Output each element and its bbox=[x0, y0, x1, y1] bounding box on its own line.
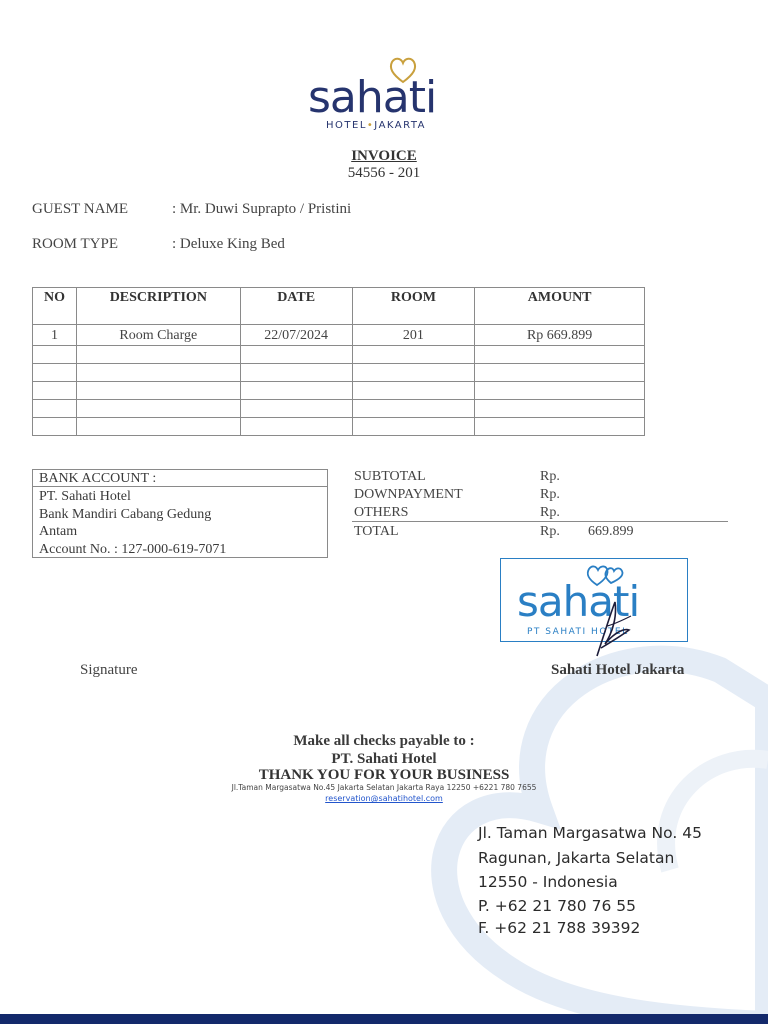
cell-date bbox=[240, 400, 352, 418]
cell-room bbox=[352, 364, 475, 382]
downpayment-currency: Rp. bbox=[540, 487, 560, 502]
address-line-1: Jl. Taman Margasatwa No. 45 bbox=[478, 824, 702, 842]
cell-room bbox=[352, 346, 475, 364]
guest-name-label: GUEST NAME bbox=[32, 201, 128, 217]
logo-wordmark: sahati bbox=[308, 72, 437, 123]
subtotal-currency: Rp. bbox=[540, 469, 560, 484]
hotel-logo bbox=[300, 52, 470, 132]
signature-label: Signature bbox=[80, 662, 138, 678]
cell-amount bbox=[475, 346, 645, 364]
stamp-subtitle: PT SAHATI HOTEL bbox=[527, 627, 629, 637]
stamp-wordmark: sahati bbox=[517, 577, 640, 626]
bank-line: Bank Mandiri Cabang Gedung bbox=[39, 506, 212, 522]
cell-amount bbox=[475, 382, 645, 400]
table-row bbox=[33, 325, 645, 346]
cell-room bbox=[352, 382, 475, 400]
downpayment-label: DOWNPAYMENT bbox=[354, 487, 463, 502]
thank-you-text: THANK YOU FOR YOUR BUSINESS bbox=[258, 767, 510, 783]
totals-divider bbox=[352, 521, 728, 522]
bank-account-box bbox=[32, 469, 328, 558]
room-type-value: : Deluxe King Bed bbox=[172, 236, 285, 252]
cell-date bbox=[240, 346, 352, 364]
header-amount: AMOUNT bbox=[475, 288, 645, 325]
total-currency: Rp. bbox=[540, 524, 560, 539]
table-header-row bbox=[33, 288, 645, 325]
cell-room: 201 bbox=[352, 325, 475, 346]
bottom-brand-bar bbox=[0, 1014, 768, 1024]
bank-line: Account No. : 127-000-619-7071 bbox=[39, 541, 227, 557]
email-link[interactable]: reservation@sahatihotel.com bbox=[325, 794, 443, 803]
cell-date bbox=[240, 418, 352, 436]
cell-amount bbox=[475, 400, 645, 418]
phone-number: P. +62 21 780 76 55 bbox=[478, 897, 636, 915]
total-value: 669.899 bbox=[588, 524, 634, 539]
cell-amount: Rp 669.899 bbox=[475, 325, 645, 346]
others-label: OTHERS bbox=[354, 505, 409, 520]
cell-no: 1 bbox=[33, 325, 77, 346]
cell-amount bbox=[475, 364, 645, 382]
logo-subtitle: HOTEL•JAKARTA bbox=[326, 120, 427, 131]
payee-company: PT. Sahati Hotel bbox=[331, 751, 437, 767]
fax-number: F. +62 21 788 39392 bbox=[478, 919, 641, 937]
table-row bbox=[33, 400, 645, 418]
cell-description bbox=[76, 346, 240, 364]
header-room: ROOM bbox=[352, 288, 475, 325]
cell-no bbox=[33, 346, 77, 364]
others-currency: Rp. bbox=[540, 505, 560, 520]
cell-date bbox=[240, 382, 352, 400]
guest-name-value: : Mr. Duwi Suprapto / Pristini bbox=[172, 201, 352, 217]
bank-line: Antam bbox=[39, 524, 78, 539]
signature-scribble-icon bbox=[585, 598, 635, 658]
cell-date bbox=[240, 364, 352, 382]
cell-amount bbox=[475, 418, 645, 436]
cell-no bbox=[33, 400, 77, 418]
subtotal-label: SUBTOTAL bbox=[354, 469, 426, 484]
header-description: DESCRIPTION bbox=[76, 288, 240, 325]
header-date: DATE bbox=[240, 288, 352, 325]
checks-payable-text: Make all checks payable to : bbox=[293, 733, 475, 749]
cell-date: 22/07/2024 bbox=[240, 325, 352, 346]
bank-account-title: BANK ACCOUNT : bbox=[33, 470, 327, 487]
total-label: TOTAL bbox=[354, 524, 399, 539]
cell-no bbox=[33, 418, 77, 436]
room-type-label: ROOM TYPE bbox=[32, 236, 118, 252]
table-row bbox=[33, 382, 645, 400]
cell-no bbox=[33, 382, 77, 400]
table-row bbox=[33, 364, 645, 382]
bank-line: PT. Sahati Hotel bbox=[39, 489, 131, 504]
items-table bbox=[32, 287, 645, 436]
table-row bbox=[33, 346, 645, 364]
cell-description bbox=[76, 382, 240, 400]
cell-description bbox=[76, 364, 240, 382]
cell-description bbox=[76, 418, 240, 436]
cell-no bbox=[33, 364, 77, 382]
address-line-2: Ragunan, Jakarta Selatan bbox=[478, 849, 675, 867]
signatory-hotel-name: Sahati Hotel Jakarta bbox=[551, 662, 685, 678]
header-no: NO bbox=[33, 288, 77, 325]
cell-description: Room Charge bbox=[76, 325, 240, 346]
table-row bbox=[33, 418, 645, 436]
cell-description bbox=[76, 400, 240, 418]
address-line-3: 12550 - Indonesia bbox=[478, 873, 618, 891]
cell-room bbox=[352, 400, 475, 418]
footer-address: Jl.Taman Margasatwa No.45 Jakarta Selatan Jakarta Raya 12250 +6221 780 7655 bbox=[231, 783, 537, 792]
cell-room bbox=[352, 418, 475, 436]
invoice-number: 54556 - 201 bbox=[347, 165, 421, 181]
bank-account-details bbox=[39, 488, 226, 558]
invoice-title: INVOICE bbox=[351, 148, 417, 164]
